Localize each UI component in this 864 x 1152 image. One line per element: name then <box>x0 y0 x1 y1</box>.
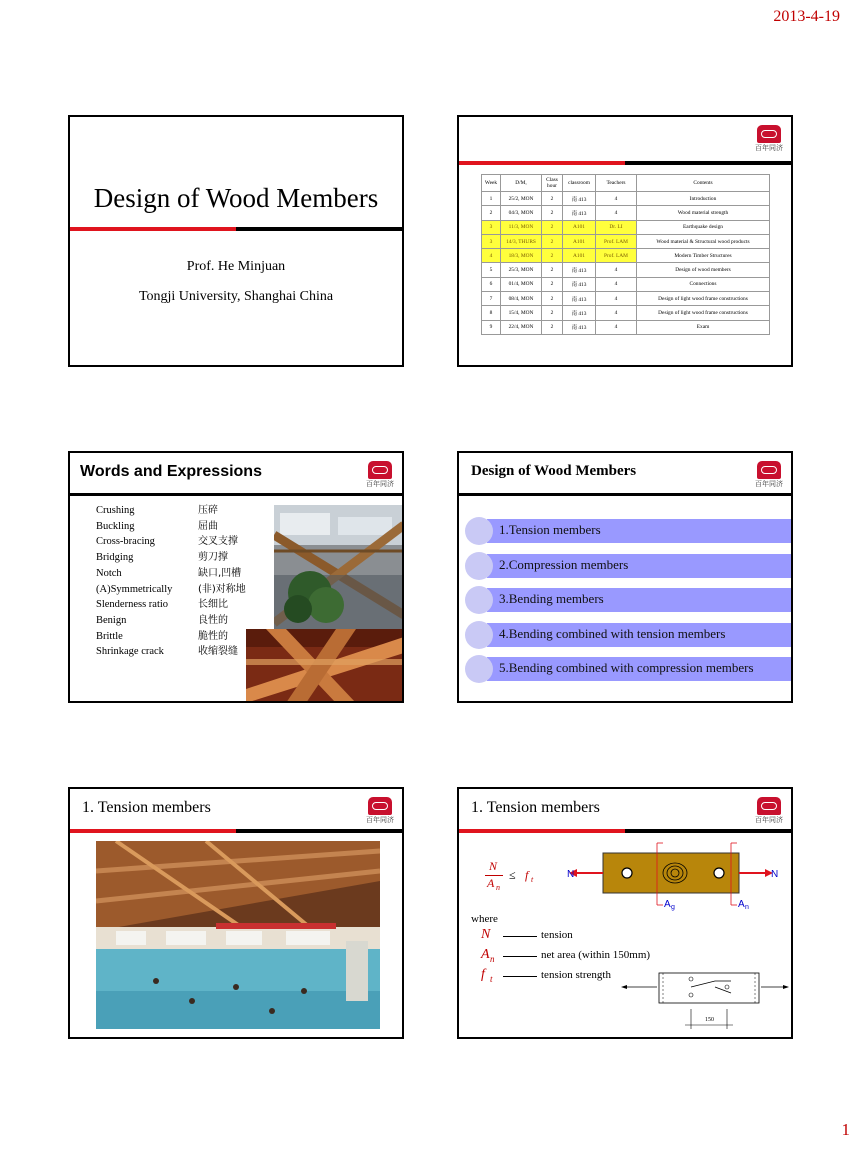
net-area-sub: n <box>745 904 749 911</box>
column-header: Week <box>482 175 501 192</box>
gross-area-sub: g <box>671 904 675 911</box>
table-cell: 2 <box>542 306 563 320</box>
column-header: classroom <box>563 175 596 192</box>
table-row <box>482 234 770 248</box>
table-cell: Introduction <box>637 192 770 206</box>
slide-heading: 1. Tension members <box>82 799 211 816</box>
word-chinese: 长细比 <box>198 599 228 611</box>
timber-truss-photo <box>246 629 404 703</box>
table-header-row <box>482 175 770 192</box>
table-row <box>482 220 770 234</box>
table-cell: 18/3, MON <box>501 249 542 263</box>
table-cell: 2 <box>542 263 563 277</box>
word-chinese: 良性的 <box>198 614 228 626</box>
topic-item <box>465 655 791 683</box>
slide-words <box>68 451 404 703</box>
table-cell: Connections <box>637 277 770 291</box>
word-chinese: 交叉支撑 <box>198 536 238 548</box>
topic-bullet-icon <box>465 586 493 614</box>
table-cell: 2 <box>542 320 563 334</box>
page-number: 1 <box>841 1120 850 1139</box>
formula-relation: ≤ <box>509 868 516 882</box>
definition-dash <box>503 976 537 977</box>
topic-item <box>465 621 791 649</box>
table-cell: 2 <box>542 277 563 291</box>
table-cell: 4 <box>596 206 637 220</box>
topic-item <box>465 552 791 580</box>
author-name: Prof. He Minjuan <box>186 259 286 274</box>
topic-label: 5.Bending combined with compression members <box>499 660 754 675</box>
table-cell: 2 <box>542 249 563 263</box>
word-chinese: 剪刀撑 <box>198 552 228 564</box>
university-logo: 百年同济 <box>366 461 394 491</box>
topic-label: 4.Bending combined with tension members <box>499 625 726 641</box>
university-logo: 百年同济 <box>366 797 394 827</box>
table-cell: 7 <box>482 292 501 306</box>
word-english: Bridging <box>96 552 134 564</box>
table-cell: 2 <box>542 234 563 248</box>
definition-dash <box>503 936 537 937</box>
table-cell: 04/3, MON <box>501 206 542 220</box>
table-cell: 2 <box>542 206 563 220</box>
table-cell: 2 <box>542 220 563 234</box>
page-date: 2013-4-19 <box>773 8 840 25</box>
slide-title-heading: Design of Wood Members <box>93 183 379 213</box>
slide-schedule <box>457 115 793 367</box>
slide-divider <box>70 493 402 496</box>
net-area-label: A <box>738 899 745 910</box>
word-english: Brittle <box>96 630 123 642</box>
definition-text: tension strength <box>541 969 611 981</box>
table-cell: 6 <box>482 277 501 291</box>
formula-rhs-sub: t <box>531 875 534 884</box>
word-english: Cross-bracing <box>96 536 155 548</box>
table-cell: 2 <box>542 192 563 206</box>
table-cell: 南 413 <box>563 306 596 320</box>
table-cell: 11/3, MON <box>501 220 542 234</box>
table-cell: 4 <box>596 320 637 334</box>
topic-label: 2.Compression members <box>499 556 629 572</box>
table-cell: 4 <box>596 192 637 206</box>
force-left-label: N <box>567 869 575 880</box>
word-chinese: 脆性的 <box>198 630 228 642</box>
table-cell: 8 <box>482 306 501 320</box>
table-cell: 南 413 <box>563 320 596 334</box>
table-cell: Design of wood members <box>637 263 770 277</box>
word-chinese: 缺口,凹槽 <box>198 567 242 579</box>
table-cell: 2 <box>542 292 563 306</box>
contents-title: Design of Wood Members <box>471 463 637 479</box>
topic-bullet-icon <box>465 655 493 683</box>
university-logo: 百年同济 <box>755 461 783 491</box>
table-cell: Prof. LAM <box>596 234 637 248</box>
word-chinese: (非)对称地 <box>198 583 246 595</box>
column-header: D/M, <box>501 175 542 192</box>
definition-symbol: A <box>481 947 490 962</box>
definition-symbol: f <box>481 967 485 982</box>
table-cell: 4 <box>596 306 637 320</box>
table-row <box>482 263 770 277</box>
table-row <box>482 206 770 220</box>
university-logo: 百年同济 <box>755 797 783 827</box>
table-row <box>482 292 770 306</box>
table-cell: Earthquake design <box>637 220 770 234</box>
word-chinese: 屈曲 <box>198 520 218 532</box>
table-cell: 南 413 <box>563 263 596 277</box>
topic-bullet-icon <box>465 552 493 580</box>
swimming-hall-photo <box>96 841 380 1029</box>
table-cell: 4 <box>596 277 637 291</box>
table-cell: 2 <box>482 206 501 220</box>
table-cell: Wood material & Structural wood products <box>637 234 770 248</box>
slide-divider <box>70 829 402 833</box>
topic-label: 1.Tension members <box>499 522 601 537</box>
gross-area-label: A <box>664 899 671 910</box>
table-cell: 3 <box>482 234 501 248</box>
slide-heading: 1. Tension members <box>471 799 600 816</box>
table-cell: 08/4, MON <box>501 292 542 306</box>
table-cell: A101 <box>563 220 596 234</box>
atrium-photo <box>274 505 404 629</box>
word-english: (A)Symmetrically <box>96 583 173 595</box>
definition-text: tension <box>541 929 573 941</box>
table-cell: A101 <box>563 234 596 248</box>
table-cell: Design of light wood frame constructions <box>637 292 770 306</box>
definition-symbol-sub: t <box>490 974 493 984</box>
word-english: Shrinkage crack <box>96 646 164 658</box>
column-header: Class hour <box>542 175 563 192</box>
table-cell: 22/4, MON <box>501 320 542 334</box>
word-english: Buckling <box>96 520 135 532</box>
schedule-body <box>482 192 770 335</box>
formula-denominator-sub: n <box>496 883 500 892</box>
table-row <box>482 249 770 263</box>
topic-item <box>465 586 791 614</box>
tension-formula <box>485 859 555 899</box>
table-cell: 南 413 <box>563 292 596 306</box>
where-label: where <box>471 913 498 925</box>
topic-bullet-icon <box>465 517 493 545</box>
table-cell: Modern Timber Structures <box>637 249 770 263</box>
table-cell: Exam <box>637 320 770 334</box>
table-cell: 南 413 <box>563 206 596 220</box>
topic-bullet-icon <box>465 621 493 649</box>
splice-diagram <box>619 969 791 1039</box>
slide-contents <box>457 451 793 703</box>
force-right-label: N <box>771 869 779 880</box>
table-cell: 5 <box>482 263 501 277</box>
definition-symbol: N <box>481 927 491 942</box>
word-english: Notch <box>96 567 122 579</box>
table-row <box>482 320 770 334</box>
table-cell: Dr. LI <box>596 220 637 234</box>
formula-denominator: A <box>487 876 495 890</box>
table-cell: 4 <box>596 292 637 306</box>
formula-numerator: N <box>489 859 498 873</box>
table-row <box>482 306 770 320</box>
table-row <box>482 277 770 291</box>
table-cell: Prof. LAM <box>596 249 637 263</box>
affiliation: Tongji University, Shanghai China <box>138 289 334 304</box>
table-cell: 1 <box>482 192 501 206</box>
column-header: Contents <box>637 175 770 192</box>
table-cell: 4 <box>596 263 637 277</box>
dimension-label: 150 <box>705 1017 714 1023</box>
table-cell: 01/4, MON <box>501 277 542 291</box>
table-cell: 25/3, MON <box>501 263 542 277</box>
slide-title <box>68 115 404 367</box>
table-cell: 南 413 <box>563 277 596 291</box>
word-chinese: 压碎 <box>198 505 218 516</box>
table-row <box>482 192 770 206</box>
topic-label: 3.Bending members <box>499 591 604 606</box>
table-cell: 南 413 <box>563 192 596 206</box>
word-chinese: 收缩裂缝 <box>198 646 238 658</box>
university-logo: 百年同济 <box>755 125 783 155</box>
slide-tension-photo <box>68 787 404 1039</box>
table-cell: 9 <box>482 320 501 334</box>
slide-tension-formula <box>457 787 793 1039</box>
slide-divider <box>459 829 791 833</box>
definition-dash <box>503 956 537 957</box>
formula-rhs: f <box>525 868 529 882</box>
word-english: Benign <box>96 614 127 626</box>
table-cell: 14/3, THURS <box>501 234 542 248</box>
word-english: Crushing <box>96 505 135 516</box>
title-divider <box>70 227 402 231</box>
course-schedule-table <box>481 174 770 335</box>
word-english: Slenderness ratio <box>96 599 169 611</box>
topic-item <box>465 517 791 545</box>
table-cell: Design of light wood frame constructions <box>637 306 770 320</box>
table-cell: 3 <box>482 220 501 234</box>
words-title: Words and Expressions <box>80 463 262 480</box>
table-cell: Wood material strength <box>637 206 770 220</box>
definition-text: net area (within 150mm) <box>541 949 651 961</box>
slide-divider <box>459 493 791 496</box>
definition-symbol-sub: n <box>490 954 495 964</box>
slide-divider <box>459 161 791 165</box>
table-cell: 15/4, MON <box>501 306 542 320</box>
table-cell: A101 <box>563 249 596 263</box>
table-cell: 4 <box>482 249 501 263</box>
column-header: Teachers <box>596 175 637 192</box>
table-cell: 25/2, MON <box>501 192 542 206</box>
